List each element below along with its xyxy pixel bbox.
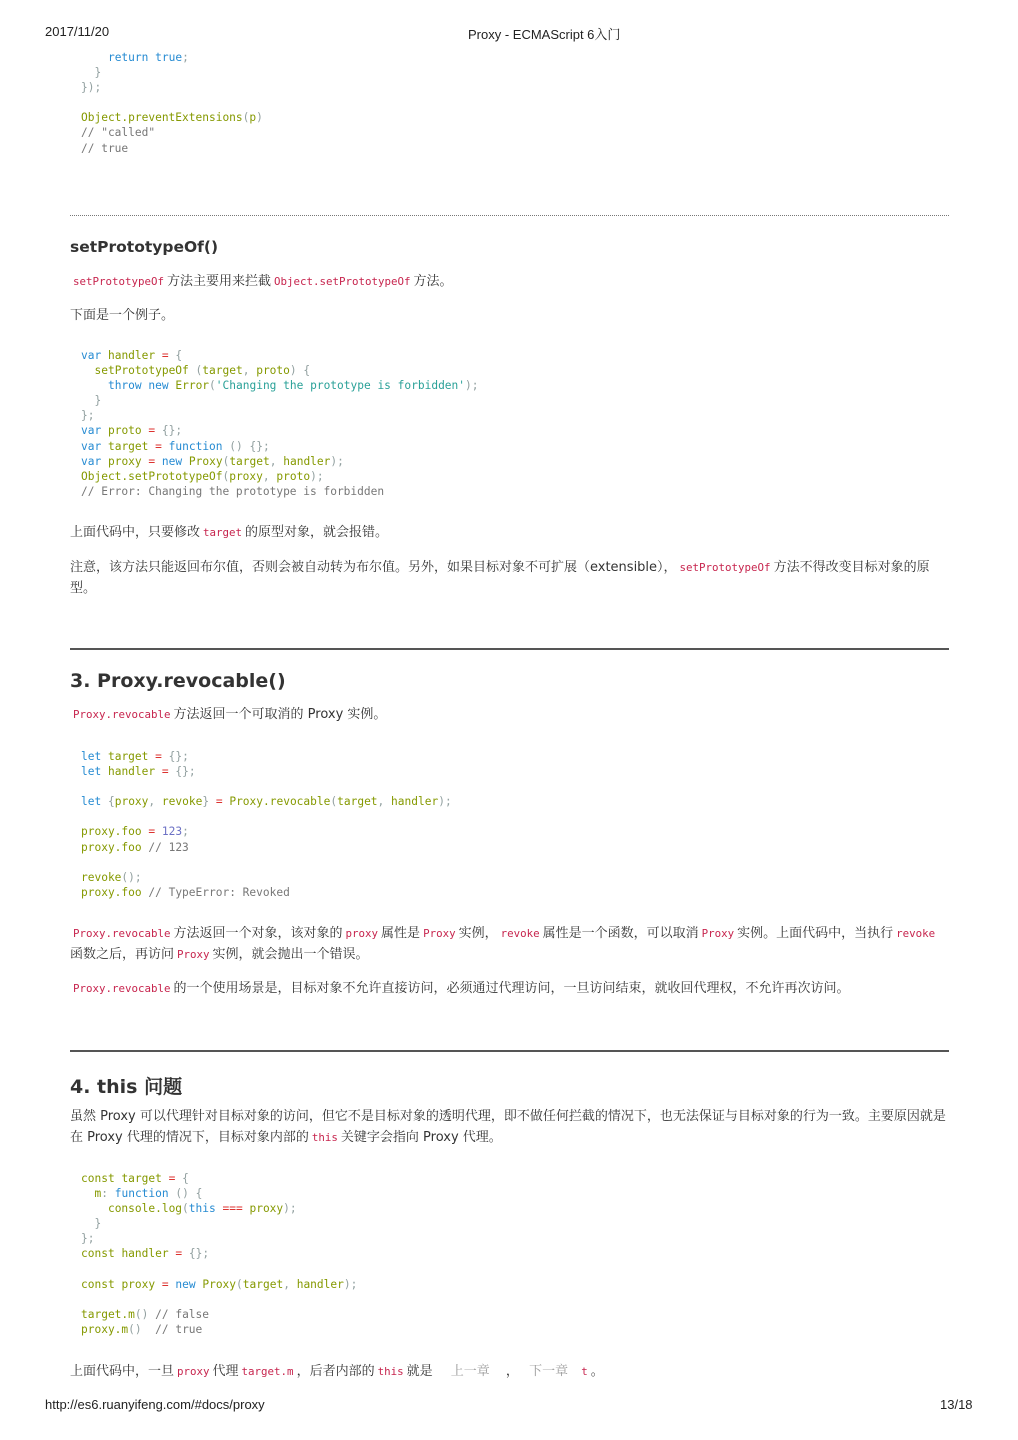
paragraph-this-explain — [70, 1361, 950, 1382]
print-url: http://es6.ruanyifeng.com/#docs/proxy — [45, 1397, 265, 1412]
code-line: setPrototypeOf (target, proto) { — [94, 364, 311, 378]
text: ，后者内部的 — [296, 1364, 375, 1379]
inline-code: setPrototypeOf — [73, 275, 165, 288]
code-line: throw new Error('Changing the prototype is forbidden'); — [107, 379, 479, 393]
text: 上面代码中，一旦 — [70, 1364, 175, 1379]
code-line: console.log(this === proxy); — [107, 1202, 297, 1216]
inline-code: Proxy.revocable — [73, 982, 171, 995]
text: 实例， — [458, 926, 498, 941]
code-line: Object.setPrototypeOf(proxy, proto); — [81, 469, 324, 483]
section-divider — [70, 648, 949, 650]
paragraph-revocable-usecase — [70, 978, 950, 999]
code-block-setprototypeof — [81, 348, 479, 499]
print-page-number: 13/18 — [940, 1397, 973, 1412]
inline-code: Object.setPrototypeOf — [274, 275, 411, 288]
paragraph-revocable-explain — [70, 923, 950, 965]
paragraph-this-intro — [70, 1106, 950, 1148]
text: 就是 — [406, 1364, 433, 1379]
inline-code: Proxy — [423, 927, 456, 940]
code-line: return true; — [107, 51, 189, 64]
heading-setprototypeof: setPrototypeOf() — [70, 238, 219, 256]
inline-code: proxy — [177, 1365, 210, 1378]
code-block-this — [81, 1171, 357, 1337]
inline-code: target.m — [241, 1365, 294, 1378]
inline-code: this — [377, 1365, 404, 1378]
code-block-prevent-extensions — [81, 50, 263, 156]
section-divider — [70, 1050, 949, 1052]
text: 代理 — [212, 1364, 239, 1379]
code-line: target.m() // false — [81, 1307, 210, 1321]
paragraph-example-intro: 下面是一个例子。 — [70, 308, 175, 323]
text: 方法。 — [413, 274, 453, 289]
inline-code: revoke — [500, 927, 540, 940]
code-line: }; — [81, 409, 95, 423]
text: 的一个使用场景是，目标对象不允许直接访问，必须通过代理访问，一旦访问结束，就收回代理权，不允许再次访问。 — [173, 981, 850, 996]
text: 属性是 — [381, 926, 421, 941]
code-line: proxy.foo // TypeError: Revoked — [81, 885, 290, 899]
print-date: 2017/11/20 — [45, 24, 110, 39]
code-line: // "called" — [81, 126, 156, 140]
code-line: proxy.m() // true — [81, 1322, 203, 1336]
code-line: // true — [81, 141, 129, 155]
text: 虽然 Proxy 可以代理针对目标对象的访问，但它不是目标对象的透明代理，即不做任何拦截的情况下，也无法保证与目标对象的行为一致。主要原因就是在 Proxy 代理的情况下，目标对象内部的 — [70, 1109, 946, 1145]
code-line: // Error: Changing the prototype is forbidden — [81, 484, 385, 498]
code-line: } — [81, 394, 102, 408]
print-title: Proxy - ECMAScript 6入门 — [468, 27, 621, 42]
text: 上面代码中，只要修改 — [70, 525, 201, 540]
code-line: const handler = {}; — [81, 1247, 210, 1261]
text: 实例。上面代码中，当执行 — [737, 926, 894, 941]
text: 。 — [590, 1364, 604, 1379]
next-chapter-link[interactable]: 下一章 — [529, 1364, 569, 1379]
inline-code: Proxy — [177, 948, 210, 961]
prev-chapter-link[interactable]: 上一章 — [450, 1364, 490, 1379]
paragraph-setprototypeof-intro — [70, 271, 950, 292]
code-line: }); — [81, 81, 102, 95]
paragraph-setprototypeof-explain — [70, 522, 950, 543]
code-line: var proto = {}; — [81, 424, 183, 438]
code-line: }; — [81, 1232, 95, 1246]
inline-code: t — [581, 1365, 588, 1378]
inline-code: proxy — [345, 927, 379, 940]
code-line: revoke(); — [81, 870, 142, 884]
paragraph-revocable-intro — [70, 704, 950, 725]
code-line: let {proxy, revoke} = Proxy.revocable(target, handler); — [81, 795, 452, 809]
paragraph-setprototypeof-note — [70, 557, 950, 599]
text: 函数之后，再访问 — [70, 947, 175, 962]
code-line: var proxy = new Proxy(target, handler); — [81, 454, 344, 468]
code-line: } — [81, 66, 102, 80]
code-line: proxy.foo // 123 — [81, 840, 189, 854]
code-line: let target = {}; — [81, 750, 189, 763]
text: 方法不得改变目标对象的原型。 — [70, 560, 930, 596]
inline-code: this — [311, 1131, 338, 1144]
code-line: Object.preventExtensions(p) — [81, 111, 263, 125]
code-line: proxy.foo = 123; — [81, 825, 189, 839]
text: 的原型对象，就会报错。 — [245, 525, 389, 540]
text: 注意，该方法只能返回布尔值，否则会被自动转为布尔值。另外，如果目标对象不可扩展（extensible）， — [70, 560, 677, 575]
inline-code: Proxy.revocable — [73, 927, 171, 940]
section-divider — [70, 215, 949, 216]
code-line: const proxy = new Proxy(target, handler); — [81, 1277, 358, 1291]
inline-code: setPrototypeOf — [679, 561, 771, 574]
inline-code: Proxy — [701, 927, 735, 940]
code-line: } — [81, 1217, 102, 1231]
code-block-revocable — [81, 749, 452, 900]
code-line: m: function () { — [94, 1187, 203, 1201]
text: 实例，就会抛出一个错误。 — [212, 947, 369, 962]
inline-code: Proxy.revocable — [73, 708, 171, 721]
text: 方法返回一个可取消的 Proxy 实例。 — [173, 707, 387, 722]
inline-code: revoke — [896, 927, 936, 940]
text: 关键字会指向 Proxy 代理。 — [340, 1130, 502, 1145]
text: 方法主要用来拦截 — [167, 274, 272, 289]
heading-this-problem: 4. this 问题 — [70, 1076, 183, 1098]
code-line: const target = { — [81, 1172, 189, 1185]
text: 方法返回一个对象，该对象的 — [173, 926, 343, 941]
inline-code: target — [203, 526, 243, 539]
code-line: let handler = {}; — [81, 765, 196, 779]
text: ， — [505, 1364, 519, 1379]
heading-proxy-revocable: 3. Proxy.revocable() — [70, 670, 286, 692]
code-line: var handler = { — [81, 349, 183, 362]
code-line: var target = function () {}; — [81, 439, 270, 453]
text: 属性是一个函数，可以取消 — [542, 926, 699, 941]
